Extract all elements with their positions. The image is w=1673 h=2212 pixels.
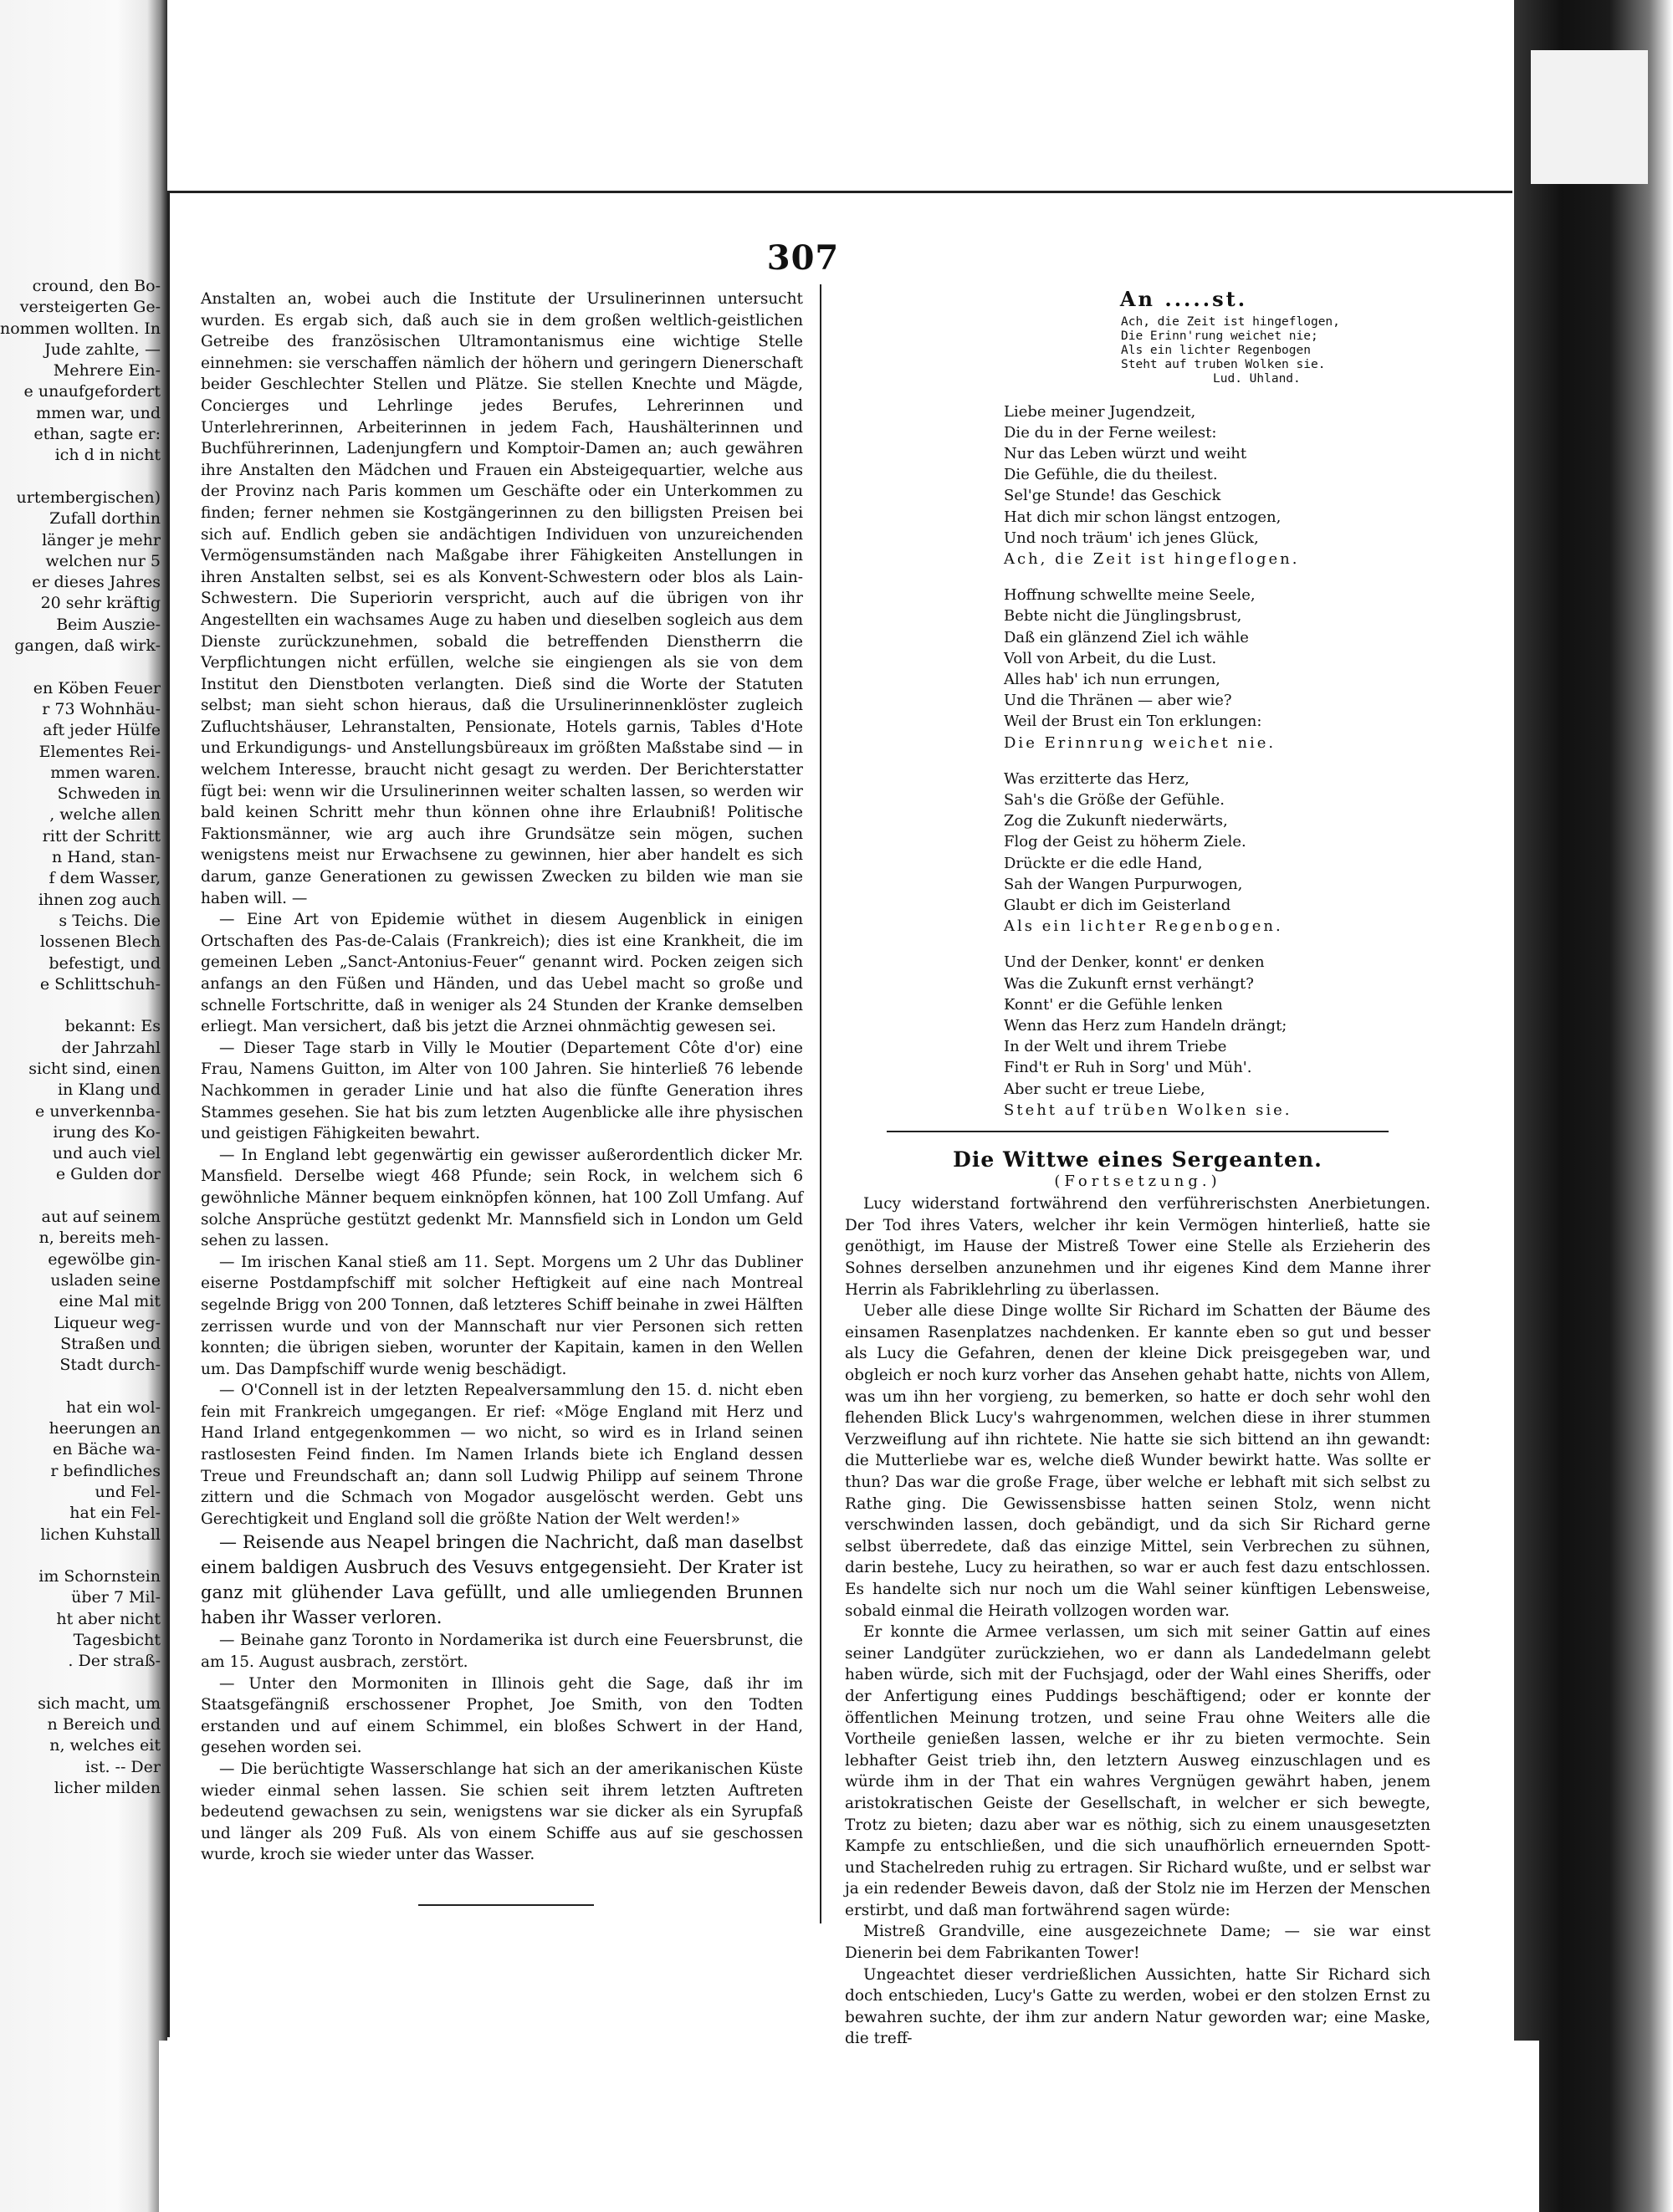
left-fragment-line: er dieses Jahres [32, 573, 161, 592]
left-fragment-line: egewölbe gin- [48, 1249, 161, 1269]
poem-line: Und der Denker, konnt' er denken [1004, 953, 1265, 972]
left-fragment-line: f dem Wasser, [49, 869, 161, 888]
news-item: — Eine Art von Epidemie wüthet in diesem Augenblick in einigen Ortschaften des Pas-de-Calais (Frankreich); dies ist eine Krankheit, die im gemeinen Leben „Sanct-Antonius-Feuer“ genannt wird. Pocken zeigen sich anfangs an den Füßen und Händen, und das Uebel macht so große und schnelle Fortschritte, daß in weniger als 24 Stunden der Kranke demselben erliegt. Man versichert, daß bis jetzt die Arznei ohnmächtig gewesen sei. [201, 911, 803, 1036]
left-fragment-line: en Bäche wa- [53, 1440, 161, 1459]
left-fragment-line: aft jeder Hülfe [43, 721, 161, 740]
left-fragment-line: Elementes Rei- [38, 742, 161, 761]
left-fragment-line: befestigt, und [49, 953, 161, 973]
left-fragment-line: licher milden [54, 1779, 161, 1798]
left-fragment-line: über 7 Mil- [71, 1588, 161, 1607]
left-fragment-line: lichen Kuhstall [40, 1525, 161, 1544]
poem-line: Hat dich mir schon längst entzogen, [1004, 508, 1282, 526]
left-fragment-line: urtembergischen) [16, 488, 161, 507]
news-item: — Die berüchtigte Wasserschlange hat sich an der amerikanischen Küste wieder einmal sehen lassen. Sie schien seit ihrem letzten Auftreten bedeutend gewachsen zu sein, wenigstens war sie dicker als ein Syrupfaß und länger als 209 Fuß. Als von einem Schiffe aus auf sie geschossen wurde, kroch sie wieder unter das Wasser. [201, 1760, 803, 1864]
poem-line: Die Gefühle, die du theilest. [1004, 466, 1218, 484]
news-item: — In England lebt gegenwärtig ein gewisser außerordentlich dicker Mr. Mansfield. Derselbe wiegt 468 Pfunde; sein Rock, in welchem sich 6 gewöhnliche Männer bequem einknöpfen können, hat 100 Zoll Umfang. Auf solche Ansprüche gestützt gedenkt Mr. Mannsfield sich in London um Geld sehen zu lassen. [201, 1146, 803, 1250]
poem-line: Glaubt er dich im Geisterland [1004, 897, 1231, 915]
epigraph-line: Ach, die Zeit ist hingeflogen, [1121, 314, 1340, 329]
bottom-margin [159, 2041, 1539, 2212]
left-fragment-line: bekannt: Es [64, 1017, 161, 1036]
left-fragment-line: der Jahrzahl [61, 1038, 161, 1057]
epigraph-line: Als ein lichter Regenbogen [1121, 343, 1311, 357]
poem-stanza [1004, 952, 1430, 1121]
left-fragment-line: gangen, daß wirk- [14, 636, 161, 656]
left-fragment-line: , welche allen [49, 805, 161, 825]
left-fragment-line: . Der straß- [68, 1652, 161, 1671]
poem-line: Zog die Zukunft niederwärts, [1004, 812, 1228, 830]
story-body [845, 1193, 1430, 2050]
left-fragment-line: Stadt durch- [59, 1356, 161, 1375]
poem-title: An .....st. [1119, 287, 1248, 311]
left-fragment-line: ht aber nicht [56, 1609, 161, 1628]
title-rule [887, 1131, 1389, 1132]
left-fragment-line [0, 1376, 161, 1397]
left-fragment-line: im Schornstein [38, 1567, 161, 1586]
right-binding [1514, 0, 1673, 2212]
left-fragment-line: en Köben Feuer [33, 678, 161, 697]
story-title: Die Wittwe eines Sergeanten. [953, 1147, 1323, 1172]
news-item: — Reisende aus Neapel bringen die Nachricht, daß man daselbst einem baldigen Ausbruch des Vesuvs entgegensieht. Der Krater ist ganz mit glühender Lava gefüllt, und alle umliegenden Brunnen haben ihr Wasser verloren. [201, 1532, 803, 1628]
poem-line: Was die Zukunft ernst verhängt? [1004, 974, 1254, 993]
poem-line: Sah's die Größe der Gefühle. [1004, 791, 1225, 810]
poem-stanza [1004, 585, 1430, 754]
page-number: 307 [766, 238, 840, 278]
poem-line: Sel'ge Stunde! das Geschick [1004, 487, 1221, 505]
poem-stanza [1004, 401, 1430, 570]
left-fragment-line: ethan, sagte er: [33, 425, 161, 444]
left-fragment-line [0, 1673, 161, 1693]
poem-line: Aber sucht er treue Liebe, [1004, 1080, 1205, 1098]
left-fragment-line: n, bereits meh- [38, 1229, 161, 1248]
poem-line: Und noch träum' ich jenes Glück, [1004, 529, 1259, 547]
left-fragment-line: n Hand, stan- [51, 848, 161, 867]
left-fragment-line: mmen waren. [50, 763, 161, 782]
section-end-rule [418, 1904, 594, 1906]
poem-line: Voll von Arbeit, du die Lust. [1004, 649, 1217, 667]
poem-line: Alles hab' ich nun errungen, [1004, 671, 1220, 689]
left-fragment-line: sicht sind, einen [28, 1059, 161, 1078]
poem-line: Flog der Geist zu höherm Ziele. [1004, 833, 1246, 851]
left-fragment-line: länger je mehr [42, 530, 161, 549]
poem-line: Weil der Brust ein Ton erklungen: [1004, 713, 1262, 731]
poem-line: Sah der Wangen Purpurwogen, [1004, 875, 1243, 893]
poem-stanza [1004, 769, 1430, 937]
poem-line: Bebte nicht die Jünglingsbrust, [1004, 607, 1242, 626]
poem-line: Daß ein glänzend Ziel ich wähle [1004, 628, 1249, 646]
epigraph-line: Die Erinn'rung weichet nie; [1121, 329, 1318, 343]
left-fragment-line: lossenen Blech [39, 932, 161, 952]
news-item: — Dieser Tage starb in Villy le Moutier (Departement Côte d'or) eine Frau, Namens Guitton, im Alter von 100 Jahren. Sie hinterließ 76 lebende Nachkommen in gerader Linie und hat also die fünfte Generation ihres Stammes gesehen. Sie hat bis zum letzten Augenblicke alle ihre physischen und geistigen Fähigkeiten bewahrt. [201, 1039, 803, 1143]
poem-line: Konnt' er die Gefühle lenken [1004, 995, 1223, 1014]
story-subtitle: (Fortsetzung.) [1054, 1172, 1221, 1190]
news-item: — O'Connell ist in der letzten Repealversammlung den 15. d. nicht eben fein mit Frankreich umgegangen. Er rief: «Möge England mit Herz und Hand Irland entgegenkommen — wo nicht, so wird es in Irland seinen rastlosesten Feind finden. Im Namen Irlands biete ich England dessen Treue und Freundschaft an; dann soll Ludwig Philipp auf seinem Throne zittern und die Schmach von Mogador ausgelöscht werden. Gebt uns Gerechtigkeit und England soll die größte Nation der Welt werden!» [201, 1382, 803, 1528]
left-fragment-line: Mehrere Ein- [53, 361, 161, 381]
left-fragment-line: Liqueur weg- [54, 1313, 161, 1332]
poem-stanzas [845, 401, 1430, 1121]
left-fragment-line: in Klang und [57, 1080, 161, 1100]
poem-line: In der Welt und ihrem Triebe [1004, 1038, 1227, 1056]
left-fragment-line [0, 995, 161, 1016]
left-fragment-line: Beim Auszie- [56, 615, 161, 634]
poem-line: Wenn das Herz zum Handeln drängt; [1004, 1017, 1287, 1035]
left-fragment-line: e Schlittschuh- [39, 974, 161, 994]
left-fragment-line [0, 1186, 161, 1207]
poem-line: Was erzitterte das Herz, [1004, 769, 1190, 788]
left-fragment-line: r 73 Wohnhäu- [42, 699, 161, 718]
left-fragment-line: heerungen an [49, 1419, 161, 1438]
news-column [201, 289, 803, 1866]
epigraph-line: Steht auf truben Wolken sie. [1121, 357, 1326, 371]
left-fragment-line: nommen wollten. In [0, 319, 161, 338]
left-fragment-line: Jude zahlte, — [44, 340, 161, 359]
left-fragment-line: welchen nur 5 [45, 551, 161, 570]
story-paragraph: Mistreß Grandville, eine ausgezeichnete Dame; — sie war einst Dienerin bei dem Fabrikanten Tower! [845, 1923, 1430, 1963]
left-fragment-line: mmen war, und [36, 403, 161, 422]
poem-line: Hoffnung schwellte meine Seele, [1004, 586, 1256, 605]
poem-line: Nur das Leben würzt und weiht [1004, 445, 1247, 462]
left-fragment-line: hat ein Fel- [69, 1504, 161, 1523]
left-fragment-line [0, 656, 161, 677]
left-fragment-line: n Bereich und [47, 1715, 161, 1734]
news-item: — Unter den Mormoniten in Illinois geht die Sage, daß ihr im Staatsgefängniß erschossener Prophet, Joe Smith, von den Todten erstanden und auf einem Schimmel, ein bloßes Schwert in der Hand, gesehen worden sei. [201, 1674, 803, 1757]
poem-line: Liebe meiner Jugendzeit, [1004, 402, 1196, 421]
left-fragment-line: ist. -- Der [85, 1757, 161, 1776]
news-item: Anstalten an, wobei auch die Institute der Ursulinerinnen untersucht wurden. Es ergab sich, daß auch sie in dem großen weltlich-geistlichen Getreibe des französischen Ultramontanismus eine wichtige Stelle einnehmen: sie verschaffen nämlich der höhern und geringern Dienerschaft beider Geschlechter Stellen und Plätze. Sie stellen Knechte und Mägde, Concierges und Lehrlinge jedes Berufes, Lehrerinnen und Unterlehrerinnen, Arbeiterinnen in jedem Fach, Haushälterinnen und Buchführerinnen, Ladenjungfern und Komptoir-Damen an; auch gewähren ihre Anstalten den Mädchen und Frauen ein Absteigequartier, welche aus der Provinz nach Paris kommen um Geschäfte oder ein Unterkommen zu finden; ferner nehmen sie Kostgängerinnen zu den billigsten Preisen bei sich auf. Endlich geben sie andächtigen Individuen von unzureichenden Vermögensumständen nach Maßgabe ihrer Fähigkeiten Anstellungen in ihren Anstalten selbst, sei es als Konvent-Schwestern oder blos als Lain-Schwestern. Die Superiorin verspricht, auch auf die übrigen von ihr Angestellten ein wachsames Auge zu haben und dieselben sogleich aus dem Dienste zurückzunehmen, sobald die betreffenden Dienstherrn die Verpflichtungen nicht erfüllen, welche sie eingiengen als sie von dem Institut den Dienstboten verlangten. Dieß sind die Worte der Statuten selbst; man sieht schon hieraus, daß die Ursulinerinnenklöster zugleich Zufluchtshäuser, Lehranstalten, Pensionate, Hotels garnis, Tables d'Hote und Erkundigungs- und Anstellungsbüreaux im größten Maßstabe sind — in welchem Interesse, braucht nicht gesagt zu werden. Der Berichterstatter fügt bei: wenn wir die Ursulinerinnen weiter schalten lassen, so werden wir bald keinen Schritt mehr thun können ohne ihre Erlaubniß! Politische Faktionsmänner, wie arg auch ihre Grundsätze sein mögen, suchen wenigstens meist nur Erwachsene zu gewinnen, hier aber handelt es sich darum, ganze Generationen zu gewissen Zwecken zu bilden wie man sie haben will. — [201, 290, 803, 907]
left-fragment-line: sich macht, um [38, 1693, 161, 1713]
left-fragment-line: versteigerten Ge- [19, 298, 161, 317]
left-fragment-line: cround, den Bo- [32, 277, 161, 295]
left-fragment-line: Zufall dorthin [49, 509, 161, 529]
left-fragment-line [0, 467, 161, 488]
left-page-fragment-column [0, 276, 161, 2015]
poem-line: Als ein lichter Regenbogen. [1004, 917, 1283, 936]
story-paragraph: Ueber alle diese Dinge wollte Sir Richard im Schatten der Bäume des einsamen Rasenplatzes nachdenken. Er kannte eben so gut und besser als Lucy die Gefahren, denen der kleine Dick preisgegeben war, und obgleich er noch kurz vorher das Ansehen gehabt hatte, nichts von Allem, was um ihn her vorgieng, zu bemerken, so hatte er doch sehr wohl den flehenden Blick Lucy's wahrgenommen, welchen diese in ihrer stummen Verzweiflung auf ihn richtete. Nie hatte sie sich bittend an ihn gewandt: die Mutterliebe war es, welche dieß Wunder bewirkt hatte. Was sollte er thun? Das war die große Frage, über welche er lebhaft mit sich selbst zu Rathe ging. Die Gewissensbisse hatten seinen Stolz, wenn nicht verschwinden lassen, doch gebändigt, und da sich Sir Richard gerne selbst überredete, daß das einzige Mittel, sein Verbrechen zu sühnen, darin bestehe, Lucy zu heirathen, so war er auch fest dazu entschlossen. Es handelte sich nur noch um die Wahl seiner künftigen Lebensweise, sobald einmal die Heirath vollzogen worden war. [845, 1302, 1430, 1620]
left-fragment-line: 20 sehr kräftig [40, 594, 161, 613]
left-fragment-line: ritt der Schritt [42, 826, 161, 845]
left-fragment-line: e Gulden dor [55, 1165, 161, 1184]
left-fragment-line: hat ein wol- [65, 1397, 161, 1417]
story-paragraph: Er konnte die Armee verlassen, um sich mit seiner Gattin auf eines seiner Landgüter zurückziehen, wo er dann als Landedelmann gelebt haben würde, sich mit der Fuchsjagd, oder der Wahl eines Sheriffs, oder der Anfertigung eines Puddings beschäftigend; oder er konnte der öffentlichen Meinung trotzen, und seine Frau ohne Weiters alle die Vortheile genießen lassen, welche er ihr zu bieten vermochte. Sein lebhafter Geist trieb ihn, den letztern Ausweg einzuschlagen und es würde ihm in der That ein wahres Vergnügen gewährt haben, jenem aristokratischen Geiste der Gesellschaft, in welcher er sich bewegte, Trotz zu bieten; dazu aber war es nöthig, sich zu einem unausgesetzten Kampfe zu entschließen, und die sich unaufhörlich erneuernden Spott- und Stachelreden ruhig zu ertragen. Sir Richard wußte, und er selbst war ja ein redender Beweis davon, daß der Stolz nie im Herzen der Menschen erstirbt, und daß man fortwährend sagen würde: [845, 1623, 1430, 1919]
left-fragment-line: usladen seine [50, 1270, 161, 1290]
news-item: — Beinahe ganz Toronto in Nordamerika ist durch eine Feuersbrunst, die am 15. August ausbrach, zerstört. [201, 1632, 803, 1672]
poem-line: Die Erinnrung weichet nie. [1004, 733, 1276, 752]
story-paragraph: Lucy widerstand fortwährend den verführerischsten Anerbietungen. Der Tod ihres Vaters, welcher ihr kein Vermögen hinterließ, hatte sie genöthigt, im Hause der Mistreß Tower eine Stelle als Erzieherin des Sohnes derselben anzunehmen und ihr eigenes Kind dem Manne ihrer Herrin als Fabriklehrling zu überlassen. [845, 1195, 1430, 1299]
column-divider [820, 284, 821, 1923]
left-fragment-line: ich d in nicht [54, 446, 161, 465]
right-column [845, 289, 1430, 2050]
left-fragment-line: Straßen und [60, 1334, 161, 1353]
left-fragment-line: irung des Ko- [53, 1122, 161, 1142]
epigraph-author: Lud. Uhland. [1213, 371, 1301, 386]
left-fragment-line: und auch viel [52, 1144, 161, 1163]
poem-line: Ach, die Zeit ist hingeflogen. [1004, 550, 1300, 569]
poem-line: Drückte er die edle Hand, [1004, 854, 1203, 872]
left-fragment-line: und Fel- [95, 1482, 161, 1501]
story-paragraph: Ungeachtet dieser verdrießlichen Aussichten, hatte Sir Richard sich doch entschieden, Lucy's Gatte zu werden, wobei er den stolzen Ernst zu bewahren suchte, der ihm zur andern Natur geworden war; eine Maske, die treff- [845, 1965, 1430, 2048]
poem-line: Find't er Ruh in Sorg' und Müh'. [1004, 1059, 1252, 1077]
left-fragment-line: ihnen zog auch [38, 890, 161, 909]
left-fragment-line: Tagesbicht [73, 1631, 161, 1649]
top-margin [167, 0, 1548, 192]
left-fragment-line: e unverkennba- [35, 1101, 161, 1121]
left-fragment-line: s Teichs. Die [59, 911, 161, 930]
news-item: — Im irischen Kanal stieß am 11. Sept. Morgens um 2 Uhr das Dubliner eiserne Postdampfschiff mit solcher Heftigkeit auf eine nach Montreal segelnde Brigg von 200 Tonnen, daß letzteres Schiff beinahe in zwei Hälften zerrissen wurde und von der Mannschaft nur vier Personen sich retten konnten; die übrigen sieben, worunter der Kapitain, kamen in den Wellen um. Das Dampfschiff wurde wenig beschädigt. [201, 1253, 803, 1378]
poem-epigraph [1121, 315, 1430, 386]
left-fragment-line: n, welches eit [49, 1736, 161, 1755]
left-fragment-line: e unaufgefordert [23, 382, 161, 401]
poem-line: Und die Thränen — aber wie? [1004, 692, 1232, 710]
left-fragment-line: aut auf seinem [41, 1208, 161, 1227]
poem-line: Die du in der Ferne weilest: [1004, 423, 1217, 442]
poem-line: Steht auf trüben Wolken sie. [1004, 1101, 1292, 1119]
left-fragment-line: Schweden in [57, 784, 161, 804]
left-fragment-line: r befindliches [50, 1461, 161, 1480]
left-fragment-line [0, 1545, 161, 1566]
left-fragment-line: eine Mal mit [59, 1292, 161, 1311]
right-corner [1531, 50, 1648, 184]
